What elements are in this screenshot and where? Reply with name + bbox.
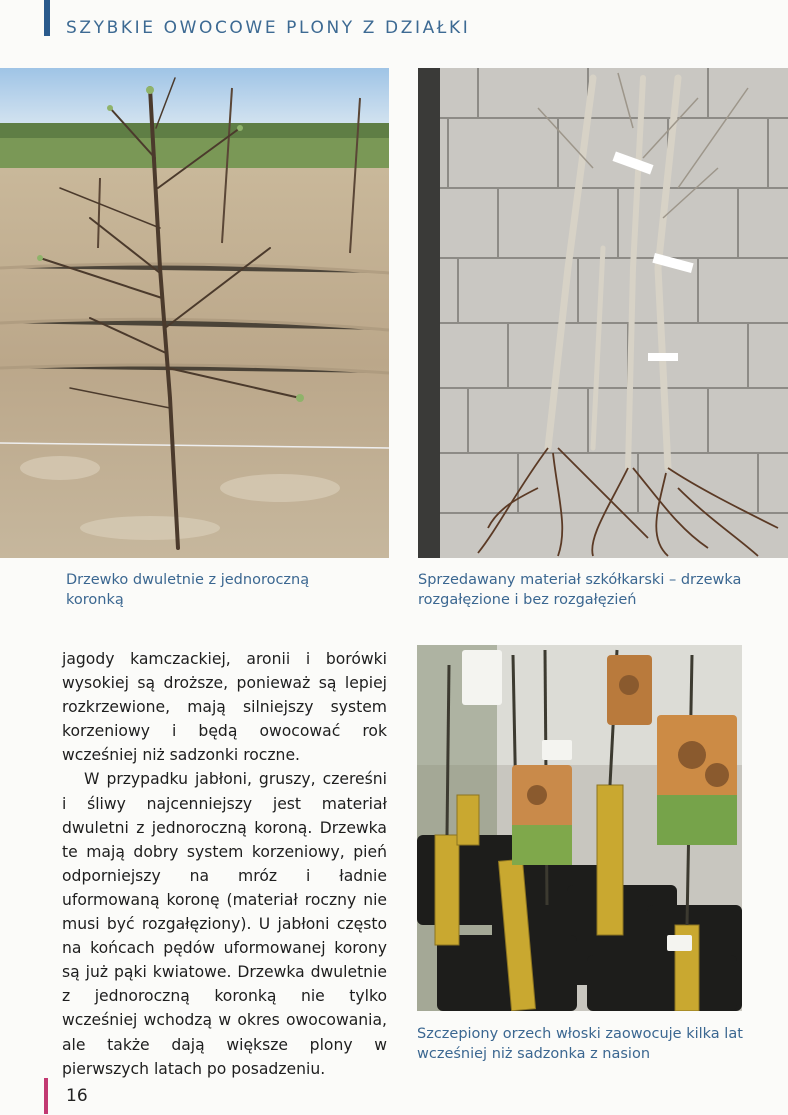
paragraph-1: jagody kamczackiej, aronii i borówki wysokiej są droższe, ponieważ są lepiej rozkrzewione, mają silniejszy system korzeniowy i będą owocować rok wcześniej niż sadzonki roczne. [62, 650, 387, 765]
page-accent-mark [44, 1078, 48, 1114]
header-accent-bar [44, 0, 50, 36]
page-number: 16 [66, 1086, 88, 1106]
figure-caption-3: Szczepiony orzech włoski zaowocuje kilka lat wcześniej niż sadzonka z nasion [417, 1026, 743, 1062]
body-text [62, 647, 387, 1081]
figure-caption-1: Drzewko dwuletnie z jednoroczną koronką [66, 572, 310, 608]
orchard-tree-photo [0, 68, 389, 558]
grafted-walnut-photo [417, 645, 742, 1011]
paragraph-2: W przypadku jabłoni, gruszy, czereśni i śliwy najcenniejszy jest materiał dwuletni z jednoroczną koroną. Drzewka te mają dobry system korzeniowy, pień odporniejszy na mróz i ładnie uformowaną koronę (materiał roczny nie musi być rozgałęziony). U jabłoni często na końcach pędów uformowanej korony są już pąki kwiatowe. Drzewka dwuletnie z jednoroczną koronką nie tylko wcześniej wchodzą w okres owocowania, ale także dają większe plony w pierwszych latach po posadzeniu. [62, 770, 387, 1078]
figure-caption-2: Sprzedawany materiał szkółkarski – drzewka rozgałęzione i bez rozgałęzień [418, 572, 742, 608]
running-header: SZYBKIE OWOCOWE PLONY Z DZIAŁKI [66, 18, 471, 38]
nursery-stock-photo [418, 68, 788, 558]
